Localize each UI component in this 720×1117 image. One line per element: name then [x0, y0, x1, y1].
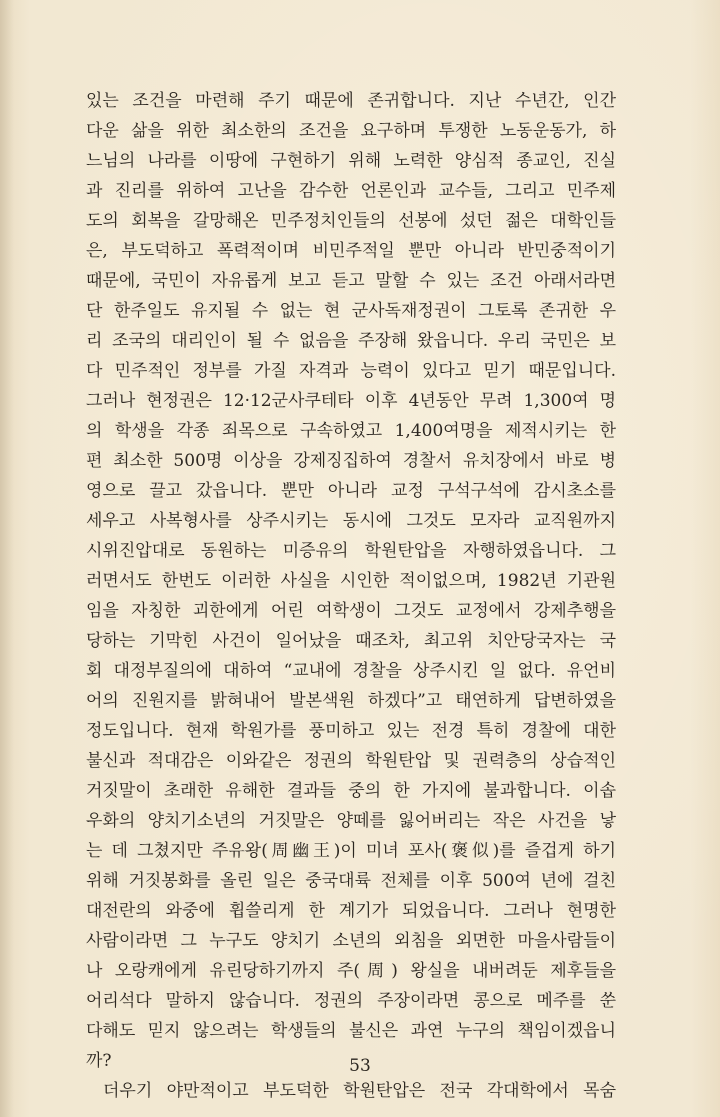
text-line: 그러나 현정권은 12·12군사쿠테타 이후 4년동안 무려 1,300여 명 — [86, 391, 616, 411]
text-line: 어의 진원지를 밝혀내어 발본색원 하겠다”고 태연하게 답변하였을 — [86, 691, 616, 711]
text-line: 다해도 믿지 않으려는 학생들의 불신은 과연 누구의 책임이겠읍니 — [86, 1021, 616, 1041]
text-line: 러면서도 한번도 이러한 사실을 시인한 적이없으며, 1982년 기관원 — [86, 571, 616, 591]
text-line: 위해 거짓봉화를 올린 일은 중국대륙 전체를 이후 500여 년에 걸친 — [86, 871, 616, 891]
text-line: 세우고 사복형사를 상주시키는 동시에 그것도 모자라 교직원까지 — [86, 511, 616, 531]
binding-shadow — [0, 0, 14, 1117]
text-line: 편 최소한 500명 이상을 강제징집하여 경찰서 유치장에서 바로 병 — [86, 451, 616, 471]
paragraph-start-line: 더우기 야만적이고 부도덕한 학원탄압은 전국 각대학에서 목숨 — [103, 1081, 616, 1101]
text-line: 정도입니다. 현재 학원가를 풍미하고 있는 전경 특히 경찰에 대한 — [86, 721, 616, 741]
body-text — [86, 86, 616, 1106]
text-line: 임을 자칭한 괴한에게 어린 여학생이 그것도 교정에서 강제추행을 — [86, 601, 616, 621]
text-line: 어리석다 말하지 않습니다. 정권의 주장이라면 콩으로 메주를 쑨 — [86, 991, 616, 1011]
text-line: 느님의 나라를 이땅에 구현하기 위해 노력한 양심적 종교인, 진실 — [86, 151, 616, 171]
text-line: 시위진압대로 동원하는 미증유의 학원탄압을 자행하였읍니다. 그 — [86, 541, 616, 561]
text-line: 과 진리를 위하여 고난을 감수한 언론인과 교수들, 그리고 민주제 — [86, 181, 616, 201]
text-line: 는 데 그쳤지만 주유왕(周幽王)이 미녀 포사(褒似)를 즐겁게 하기 — [86, 841, 616, 861]
text-line: 사람이라면 그 누구도 양치기 소년의 외침을 외면한 마을사람들이 — [86, 931, 616, 951]
text-line: 당하는 기막힌 사건이 일어났을 때조차, 최고위 치안당국자는 국 — [86, 631, 616, 651]
text-line: 때문에, 국민이 자유롭게 보고 듣고 말할 수 있는 조건 아래서라면 — [86, 271, 616, 291]
text-line: 단 한주일도 유지될 수 없는 현 군사독재정권이 그토록 존귀한 우 — [86, 301, 616, 321]
text-line: 리 조국의 대리인이 될 수 없음을 주장해 왔읍니다. 우리 국민은 보 — [86, 331, 616, 351]
text-line: 불신과 적대감은 이와같은 정권의 학원탄압 및 권력층의 상습적인 — [86, 751, 616, 771]
text-line: 의 학생을 각종 죄목으로 구속하였고 1,400여명을 제적시키는 한 — [86, 421, 616, 441]
text-line: 있는 조건을 마련해 주기 때문에 존귀합니다. 지난 수년간, 인간 — [86, 91, 616, 111]
text-line: 도의 회복을 갈망해온 민주정치인들의 선봉에 섰던 젊은 대학인들 — [86, 211, 616, 231]
text-line: 다운 삶을 위한 최소한의 조건을 요구하며 투쟁한 노동운동가, 하 — [86, 121, 616, 141]
text-line: 영으로 끌고 갔읍니다. 뿐만 아니라 교정 구석구석에 감시초소를 — [86, 481, 616, 501]
text-line: 까? — [86, 1051, 112, 1071]
page-number: 53 — [349, 1056, 371, 1076]
text-line: 은, 부도덕하고 폭력적이며 비민주적일 뿐만 아니라 반민중적이기 — [86, 241, 616, 261]
text-line: 대전란의 와중에 휩쓸리게 한 계기가 되었읍니다. 그러나 현명한 — [86, 901, 616, 921]
text-line: 다 민주적인 정부를 가질 자격과 능력이 있다고 믿기 때문입니다. — [86, 361, 616, 381]
text-line: 나 오랑캐에게 유린당하기까지 주(周) 왕실을 내버려둔 제후들을 — [86, 961, 616, 981]
text-line: 회 대정부질의에 대하여 “교내에 경찰을 상주시킨 일 없다. 유언비 — [86, 661, 616, 681]
text-line: 거짓말이 초래한 유해한 결과들 중의 한 가지에 불과합니다. 이솝 — [86, 781, 616, 801]
text-line: 우화의 양치기소년의 거짓말은 양떼를 잃어버리는 작은 사건을 낳 — [86, 811, 616, 831]
